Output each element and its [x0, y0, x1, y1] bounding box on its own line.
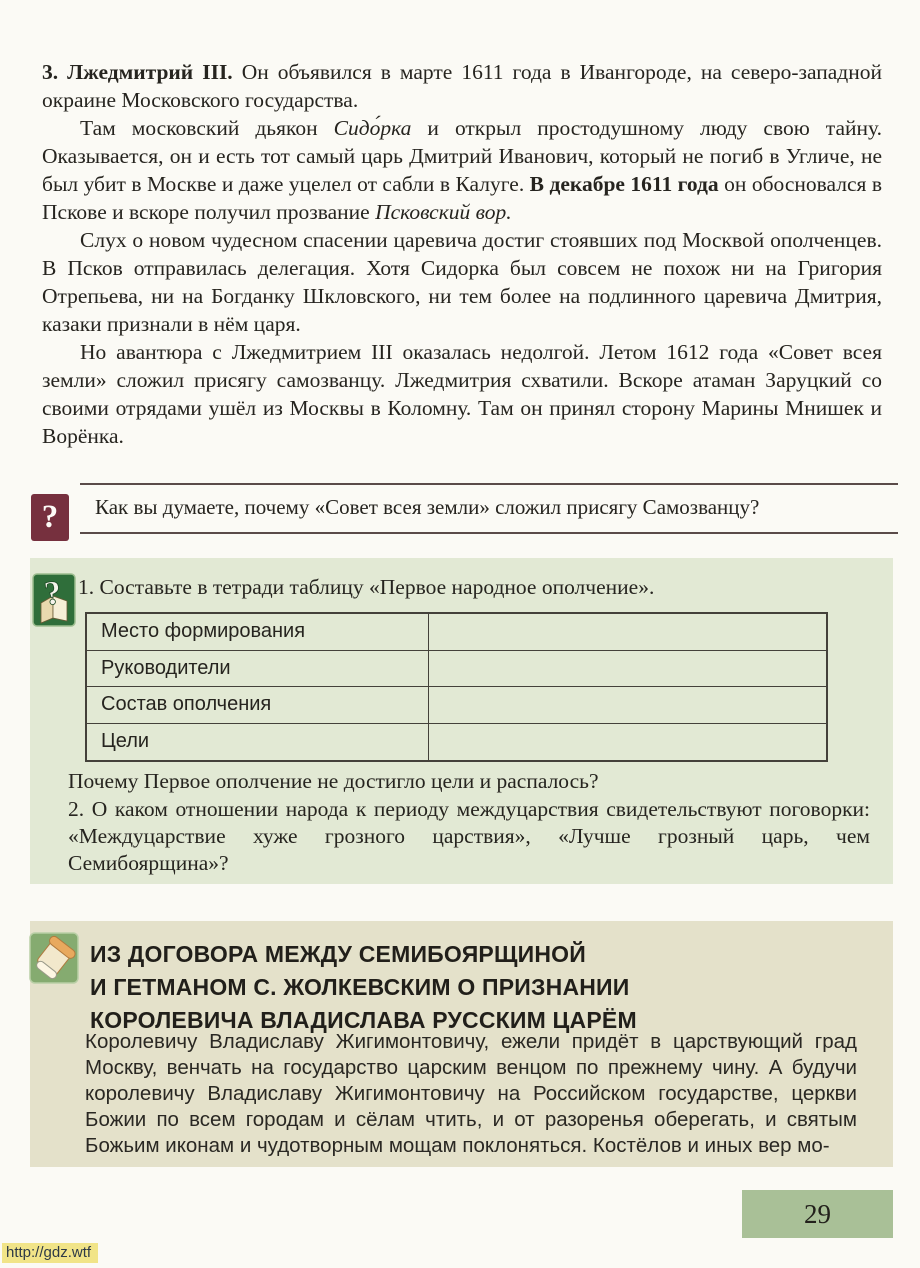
question-rule-bottom: [80, 532, 898, 534]
document-title-line: И ГЕТМАНОМ С. ЖОЛКЕВСКИМ О ПРИЗНАНИИ: [90, 974, 630, 1000]
table-row: [87, 687, 826, 724]
scroll-icon: [28, 931, 80, 985]
watermark-link[interactable]: http://gdz.wtf: [2, 1243, 98, 1263]
paragraph: Но авантюра с Лжедмитрием III оказалась недолгой. Летом 1612 года «Совет всея земли» сложил присягу самозванцу. Лжедмитрия схватили. Вскоре атаман Заруцкий со своими отрядами ушёл из Москвы в Коломну. Там он принял сторону Марины Мнишек и Ворёнка.: [42, 340, 882, 448]
table-row-label: Место формирования: [87, 614, 429, 650]
task-1-text: 1. Составьте в тетради таблицу «Первое народное ополчение».: [78, 575, 655, 599]
main-text-block: [42, 58, 882, 450]
table-row-label: Состав ополчения: [87, 687, 429, 723]
table-row-label: Руководители: [87, 651, 429, 687]
question-rule-top: [80, 483, 898, 485]
page-number: 29: [804, 1198, 831, 1229]
document-title: [90, 938, 810, 1037]
table-row: [87, 724, 826, 761]
tasks-box: [30, 558, 893, 884]
paragraph: 3. Лжедмитрий III. Он объявился в марте 1611 года в Ивангороде, на северо-западной окраине Московского государства.: [42, 60, 882, 112]
table-row-label: Цели: [87, 724, 429, 761]
document-title-line: КОРОЛЕВИЧА ВЛАДИСЛАВА РУССКИМ ЦАРЁМ: [90, 1007, 637, 1033]
document-body-text: Королевичу Владиславу Жигимонтовичу, ежели придёт в царствующий град Москву, венчать на государство царским венцом по прежнему чину. А будучи королевичу Владиславу Жигимонтовичу на Российском государстве, церкви Божии по всем городам и сёлам чтить, и от разоренья оберегать, и святым Божьим иконам и чудотворным мощам поклоняться. Костёлов и иных вер мо-: [85, 1030, 857, 1157]
document-title-line: ИЗ ДОГОВОРА МЕЖДУ СЕМИБОЯРЩИНОЙ: [90, 941, 586, 967]
page-number-box: [742, 1190, 893, 1238]
question-book-icon: [32, 571, 76, 627]
paragraph: Слух о новом чудесном спасении царевича достиг стоявших под Москвой ополченцев. В Псков отправилась делегация. Хотя Сидорка был совсем не похож ни на Григория Отрепьева, ни на Богданку Шкловского, ни тем более на подлинного царевича Дмитрия, казаки признали в нём царя.: [42, 228, 882, 336]
question-after-table: Почему Первое ополчение не достигло цели и распалось?: [68, 769, 599, 793]
table-empty-cell: [429, 687, 826, 723]
table-empty-cell: [429, 724, 826, 761]
question-text: Как вы думаете, почему «Совет всея земли» сложил присягу Самозванцу?: [95, 495, 760, 519]
militia-table: [85, 612, 828, 762]
svg-text:?: ?: [42, 574, 64, 613]
table-empty-cell: [429, 651, 826, 687]
source-document-box: [30, 921, 893, 1167]
table-row: [87, 651, 826, 688]
paragraph: Там московский дьякон Сидо́рка и открыл простодушному люду свою тайну. Оказывается, он и есть тот самый царь Дмитрий Иванович, который не погиб в Угличе, не был убит в Москве и даже уцелел от сабли в Калуге. В декабре 1611 года он обосновался в Пскове и вскоре получил прозвание Псковский вор.: [42, 116, 882, 224]
task-2-text: 2. О каком отношении народа к периоду междуцарствия свидетельствуют поговорки: «Междуцарствие хуже грозного царствия», «Лучше грозный царь, чем Семибоярщина»?: [68, 797, 870, 875]
table-empty-cell: [429, 614, 826, 650]
question-mark-icon: ?: [31, 494, 69, 541]
table-row: [87, 614, 826, 651]
